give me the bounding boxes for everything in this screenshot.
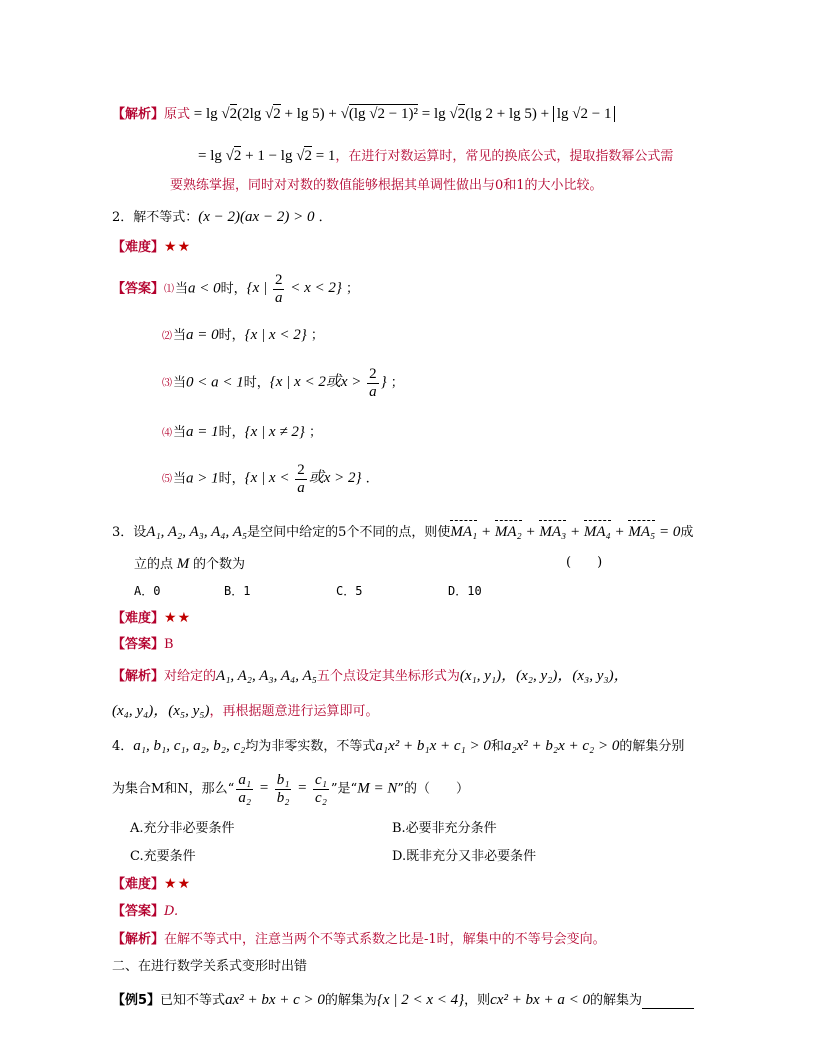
q3-answer-value: B xyxy=(164,637,174,652)
case-condition-math: a > 1 xyxy=(186,470,219,487)
q2-answer-1: 【答案】⑴当a < 0时，{x | $\frac{2}{a}$ < x < 2} ； xyxy=(112,272,359,306)
answer-tag: 【答案】 xyxy=(112,637,165,652)
q3-option-b: B．1 xyxy=(224,584,251,598)
case-cond: 当 xyxy=(173,328,187,343)
q4-coefficients: a₁, b₁, c₁, a₂, b₂, c₂ xyxy=(133,738,246,754)
q4-jiexi-text: 在解不等式中，注意当两个不等式系数之比是-1时，解集中的不等号会变向。 xyxy=(164,932,606,947)
q4-stem-line-1 xyxy=(112,738,684,755)
formula-expression-2: = lg √2 + 1 − lg √2 = 1 xyxy=(198,148,336,164)
jiexi-tag: 【解析】 xyxy=(112,669,165,684)
ex5-ineq-1: ax² + bx + c > 0 xyxy=(225,992,325,1008)
q4-stem-line2c: ”的（ ） xyxy=(397,781,469,797)
q4-ineq-2: a₂x² + b₂x + c₂ > 0 xyxy=(503,738,620,754)
q3-option-a: A．0 xyxy=(134,584,161,598)
q3-stem-c: 成 xyxy=(680,525,694,540)
q3-option-d: D．10 xyxy=(448,584,482,598)
case-text: 时， xyxy=(218,425,245,440)
case-cond: 当 xyxy=(173,425,187,440)
q4-ineq-1: a₁x² + b₁x + c₁ > 0 xyxy=(375,738,491,754)
case-cond: 当 xyxy=(173,375,187,391)
difficulty-tag: 【难度】 xyxy=(112,877,165,892)
ex5-text-a: 已知不等式 xyxy=(160,993,226,1008)
case-number: ⑴ xyxy=(164,284,175,296)
q4-stem-line2a: 为集合M和N，那么“ xyxy=(112,781,235,797)
q3-jiexi-c: ，再根据题意进行运算即可。 xyxy=(209,704,379,719)
section-2-heading: 二、在进行数学关系式变形时出错 xyxy=(112,959,308,974)
q3-jiexi-a: 对给定的 xyxy=(164,669,217,684)
difficulty-tag: 【难度】 xyxy=(112,240,165,255)
q3-stem-line2: 立的点 xyxy=(134,557,174,572)
q2-answer-2: ⑵当a = 0时，{x | x < 2} ； xyxy=(162,327,324,343)
q3-stem-line-2 xyxy=(134,556,245,573)
q2-inequality: (x − 2)(ax − 2) > 0 xyxy=(198,209,315,225)
case-solution: {x | $\frac{2}{a}$ < x < 2} xyxy=(246,272,342,306)
q4-set-eq: M = N xyxy=(357,780,398,797)
q4-option-b: B.必要非充分条件 xyxy=(392,821,497,836)
q2-answer-3: ⑶当0 < a < 1时，{x | x < 2或x > $\frac{2}{a}$ } ； xyxy=(162,366,404,400)
case-text: 时， xyxy=(243,375,270,391)
difficulty-tag: 【难度】 xyxy=(112,611,165,626)
ex5-text-d: 的解集为 xyxy=(589,993,642,1008)
case-condition-math: a < 0 xyxy=(188,280,221,297)
q3-stem-a: 3．设 xyxy=(112,525,147,540)
case-solution: {x | x < $\frac{2}{a}$ 或x > 2} xyxy=(244,462,362,496)
q4-ratio: $\frac{\text{a₁}}{\text{a₂}}$ = $\frac{\text{b₁}}{\text{b₂}}$ = $\frac{\text{c₁}}{\text{c₂}}$ xyxy=(238,772,327,806)
case-solution: {x | x < 2} xyxy=(244,327,307,343)
q3-stem-b: 是空间中给定的5个不同的点，则使 xyxy=(247,525,451,540)
q3-answer xyxy=(112,638,174,652)
q2-answer-5: ⑸当a > 1时，{x | x < $\frac{2}{a}$ 或x > 2} . xyxy=(162,462,370,496)
q3-stem-line-1 xyxy=(112,524,693,541)
q4-answer-value: D. xyxy=(164,904,179,919)
example-tag: 【例5】 xyxy=(112,993,161,1008)
q4-jiexi xyxy=(112,933,606,947)
q3-stem-line2b: 的个数为 xyxy=(193,557,246,572)
case-number: ⑸ xyxy=(162,474,172,486)
q3-vector-sum: MA₁ + MA₂ + MA₃ + MA₄ + MA₅ = 0 xyxy=(450,524,681,540)
q3-difficulty xyxy=(112,611,191,626)
difficulty-stars: ★★ xyxy=(164,876,192,892)
q3-point-m: M xyxy=(173,556,194,572)
formula-expression-1: = lg √2(2lg √2 + lg 5) + √(lg √2 − 1)² = lg √2(lg 2 + lg 5) + lg √2 − 1 xyxy=(190,104,615,122)
q4-answer xyxy=(112,905,178,919)
q3-jiexi-coords-2: (x₄, y₄)，(x₅, y₅) xyxy=(112,703,210,719)
q3-jiexi-points: A₁, A₂, A₃, A₄, A₅ xyxy=(216,668,317,684)
q4-option-a: A.充分非必要条件 xyxy=(130,821,235,836)
q3-points: A₁, A₂, A₃, A₄, A₅ xyxy=(146,524,248,540)
difficulty-stars: ★★ xyxy=(164,610,192,626)
q3-jiexi-coords-1: (x₁, y₁)，(x₂, y₂)，(x₃, y₃)， xyxy=(459,668,629,684)
ex5-set: {x | 2 < x < 4} xyxy=(376,992,465,1008)
q4-stem-line-2 xyxy=(112,772,469,806)
case-condition-math: 0 < a < 1 xyxy=(186,374,244,391)
case-cond: 当 xyxy=(173,471,187,487)
ex5-text-c: ，则 xyxy=(464,993,491,1008)
ex5-ineq-2: cx² + bx + a < 0 xyxy=(490,992,590,1008)
q4-difficulty xyxy=(112,877,191,892)
case-text: 时， xyxy=(218,328,245,343)
case-condition-math: a = 1 xyxy=(186,424,219,440)
answer-tag: 【答案】 xyxy=(112,281,165,297)
jiexi-line-1 xyxy=(112,106,615,123)
q4-option-c: C.充要条件 xyxy=(130,849,196,864)
case-number: ⑵ xyxy=(162,331,172,342)
q2-difficulty xyxy=(112,240,191,255)
q4-stem-a: 4． xyxy=(112,739,134,754)
q4-stem-c: 和 xyxy=(490,739,504,754)
q4-stem-b: 均为非零实数，不等式 xyxy=(245,739,376,754)
jiexi-line-2 xyxy=(198,148,673,165)
q4-stem-line2b: ”是“ xyxy=(330,781,358,797)
case-condition-math: a = 0 xyxy=(186,327,219,343)
q4-option-d: D.既非充分又非必要条件 xyxy=(392,849,537,864)
jiexi-text-1: ，在进行对数运算时，常见的换底公式，提取指数幂公式需 xyxy=(335,149,674,164)
q3-jiexi-line-1 xyxy=(112,668,629,685)
case-text: 时， xyxy=(218,471,245,487)
case-solution: {x | x < 2或x > $\frac{2}{a}$ } xyxy=(269,366,387,400)
q2-stem: 2．解不等式：(x − 2)(ax − 2) > 0 ． xyxy=(112,209,332,225)
formula-prefix: 原式 xyxy=(164,107,191,122)
difficulty-stars: ★★ xyxy=(164,239,192,255)
q3-paren: ( ) xyxy=(566,555,603,570)
case-cond: 当 xyxy=(175,281,189,297)
q2-stem-text: 2．解不等式： xyxy=(112,210,199,225)
jiexi-tag: 【解析】 xyxy=(112,932,165,947)
q2-answer-4: ⑷当a = 1时，{x | x ≠ 2} ； xyxy=(162,424,322,440)
example-5 xyxy=(112,992,694,1009)
answer-blank[interactable] xyxy=(642,996,694,1009)
case-text: 时， xyxy=(220,281,247,297)
case-number: ⑷ xyxy=(162,428,172,439)
ex5-text-b: 的解集为 xyxy=(324,993,377,1008)
q3-jiexi-line-2 xyxy=(112,703,379,720)
jiexi-line-3: 要熟练掌握，同时对对数的数值能够根据其单调性做出与0和1的大小比较。 xyxy=(170,178,603,193)
case-number: ⑶ xyxy=(162,378,172,390)
case-solution: {x | x ≠ 2} xyxy=(244,424,305,440)
q3-option-c: C．5 xyxy=(336,584,363,598)
jiexi-tag: 【解析】 xyxy=(112,107,165,122)
q4-stem-d: 的解集分别 xyxy=(619,739,685,754)
answer-tag: 【答案】 xyxy=(112,904,165,919)
q3-jiexi-b: 五个点设定其坐标形式为 xyxy=(316,669,460,684)
